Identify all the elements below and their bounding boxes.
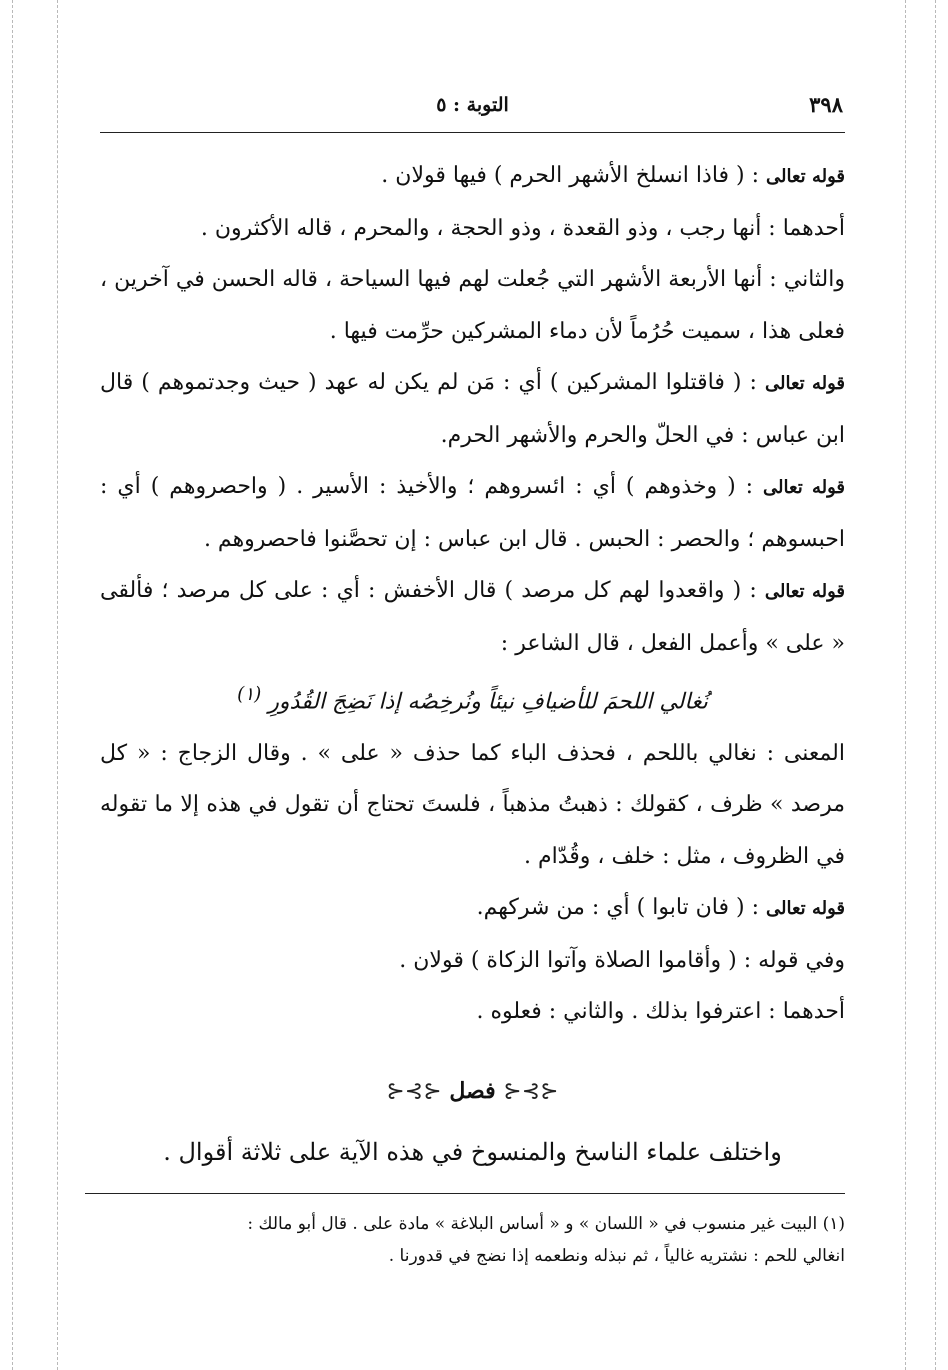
surah-reference: التوبة : ٥: [436, 94, 509, 116]
footnote: [100, 1208, 845, 1272]
paragraph: [100, 150, 845, 203]
paragraph-lead: قوله تعالى: [766, 898, 845, 920]
page-header: [100, 92, 845, 133]
paragraph: [100, 203, 845, 255]
paragraph-text: : ( وخذوهم ) أي : ائسروهم ؛ والأخيذ : الأسير . ( واحصروهم ) أي : احبسوهم ؛ والحصر : الحبس . قال ابن عباس : إن تحصَّنوا فاحصروهم .: [100, 474, 845, 552]
main-text: [100, 150, 845, 1038]
paragraph: [100, 461, 845, 565]
scan-guide-line: [905, 0, 906, 1370]
paragraph-text: المعنى : نغالي باللحم ، فحذف الباء كما حذف « على » . وقال الزجاج : « كل مرصد » ظرف ، كقولك : ذهبتُ مذهباً ، فلستَ تحتاج أن تقول في هذه إلا ما تقوله في الظروف ، مثل : خلف ، وقُدّام .: [100, 740, 845, 869]
paragraph-text: وفي قوله : ( وأقاموا الصلاة وآتوا الزكاة ) قولان .: [399, 947, 845, 973]
paragraph: [100, 357, 845, 461]
paragraph: [100, 565, 845, 669]
paragraph: [100, 254, 845, 357]
closing-sentence: واختلف علماء الناسخ والمنسوخ في هذه الآية على ثلاثة أقوال .: [163, 1138, 782, 1166]
paragraph: [100, 882, 845, 935]
ornament-icon: ⊰⊱⊰: [386, 1079, 442, 1104]
scan-guide-line: [12, 0, 13, 1370]
paragraph-lead: قوله تعالى: [764, 581, 845, 602]
paragraph: [100, 935, 845, 987]
scan-guide-line: [935, 0, 936, 1370]
footnote-line: انغالي للحم : نشتريه غالياً ، ثم نبذله ونطعمه إذا نضج في قدورنا .: [388, 1246, 845, 1266]
ornament-icon: ⊰⊱⊰: [503, 1079, 559, 1104]
footnote-divider: [85, 1193, 845, 1194]
poetry-verse: [100, 669, 845, 728]
page-number: ٣٩٨: [809, 92, 843, 117]
footnote-marker: (١): [237, 684, 262, 705]
paragraph-text: : ( فان تابوا ) أي : من شركهم.: [476, 895, 760, 921]
paragraph-text: أحدهما : اعترفوا بذلك . والثاني : فعلوه .: [476, 999, 845, 1025]
scan-guide-line: [57, 0, 58, 1370]
paragraph-text: : ( واقعدوا لهم كل مرصد ) قال الأخفش : أي : على كل مرصد ؛ فألقى « على » وأعمل الفعل ، قال الشاعر :: [100, 578, 845, 656]
paragraph-text: : ( فاذا انسلخ الأشهر الحرم ) فيها قولان .: [381, 163, 760, 188]
section-title: فصل: [449, 1078, 496, 1104]
section-heading: [100, 1078, 845, 1104]
paragraph-lead: قوله تعالى: [763, 477, 845, 498]
paragraph-text: والثاني : أنها الأربعة الأشهر التي جُعلت لهم فيها السياحة ، قاله الحسن في آخرين ، فعلى هذا ، سميت حُرُماً لأن دماء المشركين حرِّمت فيها .: [100, 267, 845, 344]
book-page: [100, 0, 845, 1370]
paragraph-lead: قوله تعالى: [766, 166, 845, 187]
paragraph: [100, 728, 845, 883]
footnote-line: (١) البيت غير منسوب في « اللسان » و « أساس البلاغة » مادة على . قال أبو مالك :: [247, 1214, 845, 1234]
paragraph-lead: قوله تعالى: [764, 373, 845, 394]
verse-text: نُغالي اللحمَ للأضيافِ نيئاً ونُرخِصُه إذا نَضِجَ القُدُورِ: [268, 689, 708, 715]
paragraph: [100, 986, 845, 1038]
paragraph-text: أحدهما : أنها رجب ، وذو القعدة ، وذو الحجة ، والمحرم ، قاله الأكثرون .: [200, 215, 845, 241]
paragraph-text: : ( فاقتلوا المشركين ) أي : مَن لم يكن له عهد ( حيث وجدتموهم ) قال ابن عباس : في الحلّ والحرم والأشهر الحرم.: [100, 370, 845, 448]
